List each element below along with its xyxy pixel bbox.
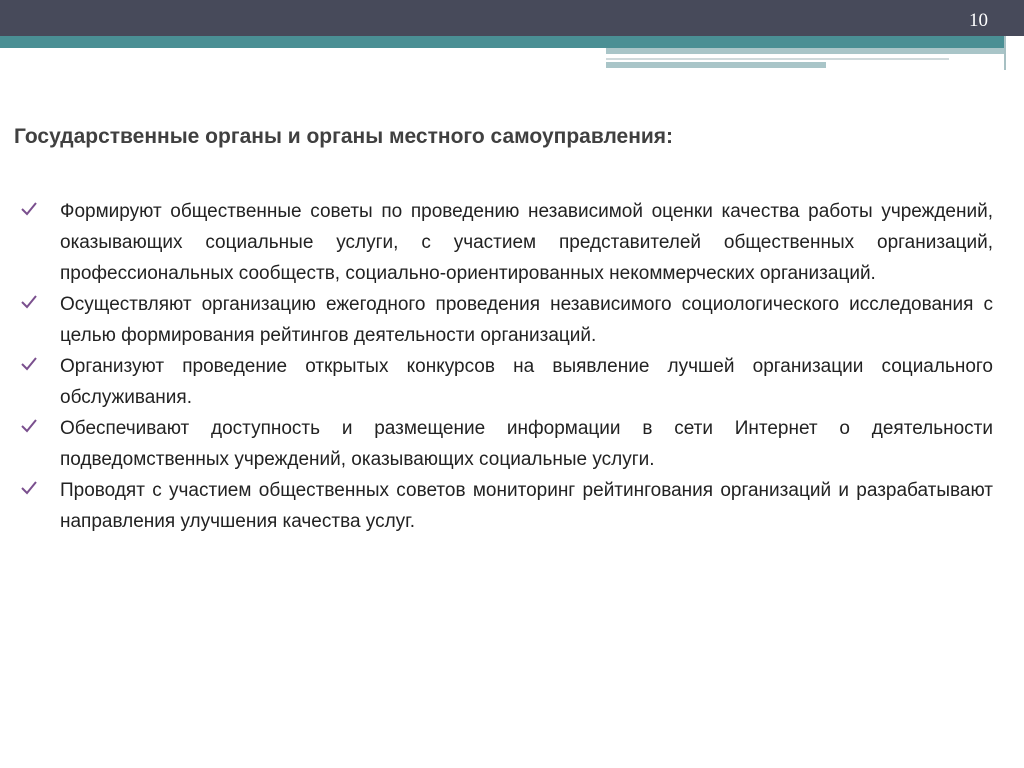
top-bar xyxy=(0,0,1024,36)
checkmark-icon xyxy=(20,475,60,501)
bullet-text: Формируют общественные советы по проведению независимой оценки качества работы учреждений, оказывающих социальные услуги, с участием представителей общественных организаций, профессиональных сообществ, социально-ориентированных некоммерческих организаций. xyxy=(60,201,993,284)
right-edge-line xyxy=(1004,36,1006,70)
slide-title: Государственные органы и органы местного самоуправления: xyxy=(14,125,674,148)
bullet-text: Осуществляют организацию ежегодного проведения независимого социологического исследования с целью формирования рейтингов деятельности организаций. xyxy=(60,294,993,346)
bullet-item xyxy=(20,351,993,413)
bullet-item xyxy=(20,475,993,537)
bullet-item xyxy=(20,289,993,351)
checkmark-icon xyxy=(20,289,60,315)
divider-line xyxy=(606,58,949,60)
bullet-text: Проводят с участием общественных советов мониторинг рейтингования организаций и разрабатывают направления улучшения качества услуг. xyxy=(60,480,993,532)
bullet-text: Организуют проведение открытых конкурсов на выявление лучшей организации социального обслуживания. xyxy=(60,356,993,408)
checkmark-icon xyxy=(20,413,60,439)
bullet-item xyxy=(20,413,993,475)
bullet-list xyxy=(20,196,993,537)
checkmark-icon xyxy=(20,351,60,377)
light-band-secondary xyxy=(606,62,826,68)
page-number: 10 xyxy=(969,10,988,31)
light-band xyxy=(606,48,1004,54)
teal-band xyxy=(0,36,1004,48)
bullet-text: Обеспечивают доступность и размещение информации в сети Интернет о деятельности подведомственных учреждений, оказывающих социальные услуги. xyxy=(60,418,993,470)
bullet-item xyxy=(20,196,993,289)
checkmark-icon xyxy=(20,196,60,222)
